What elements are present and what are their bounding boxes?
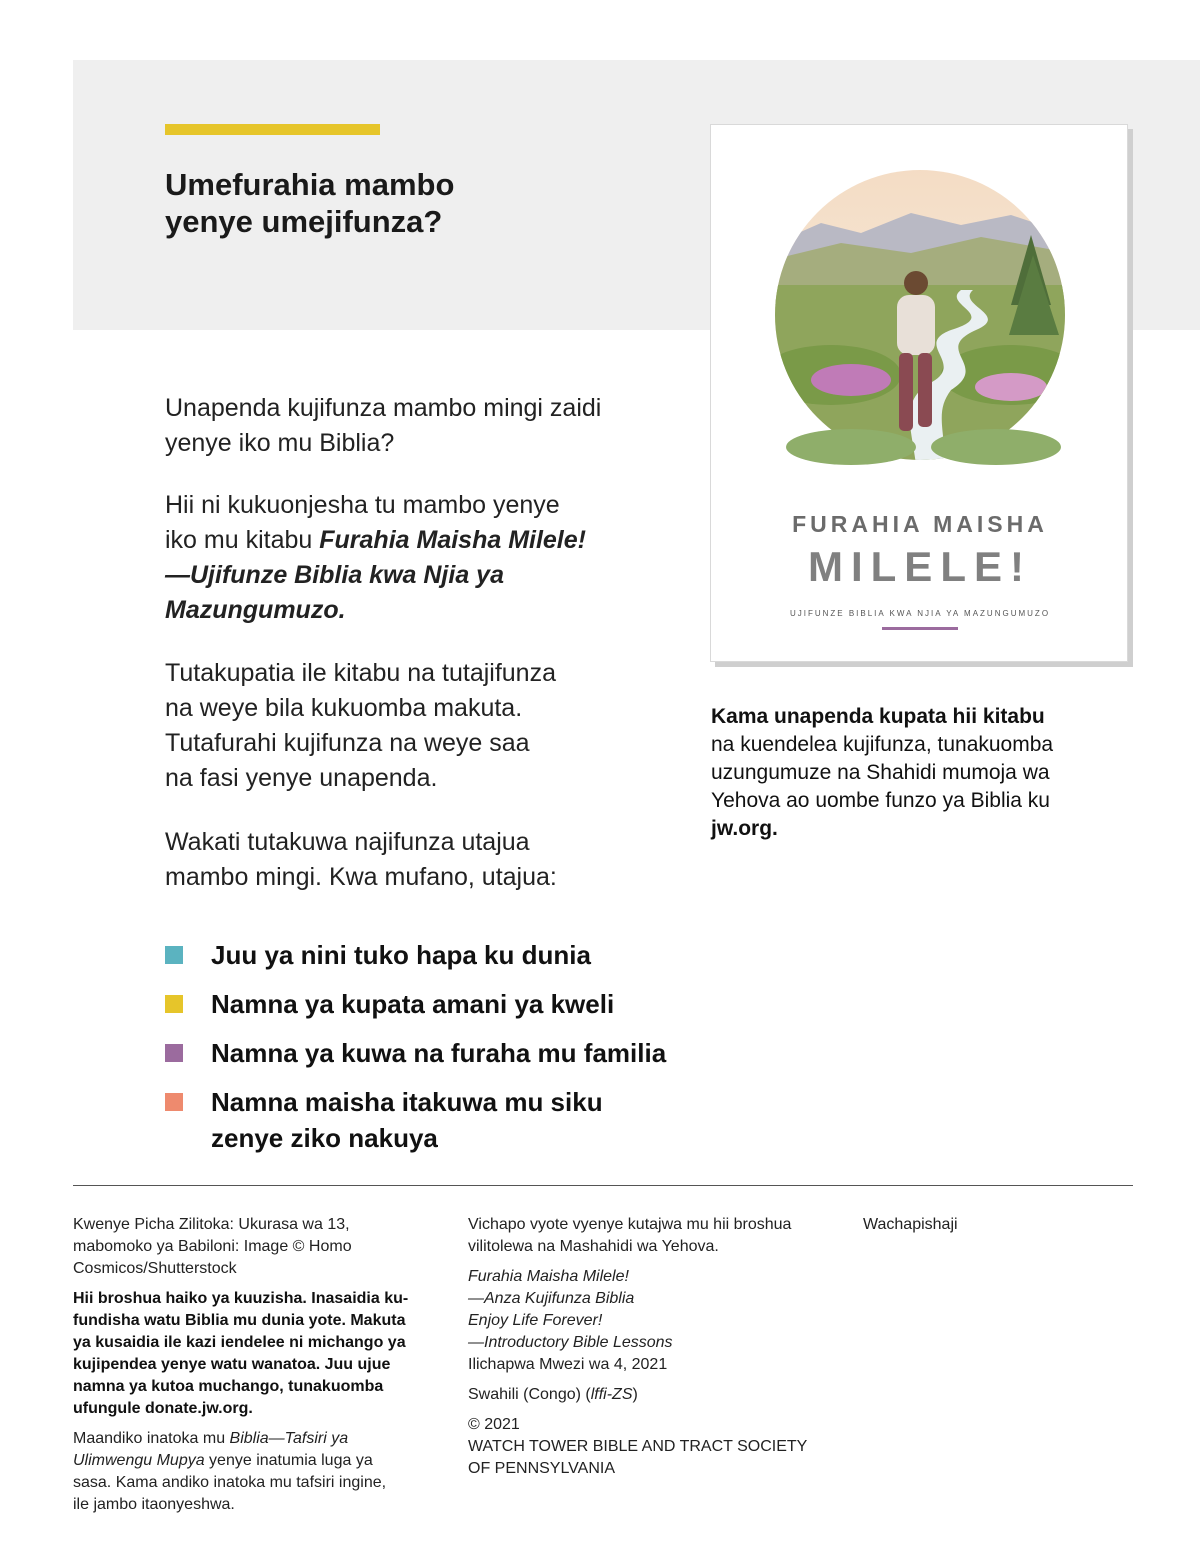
edition-title: —Anza Kujifunza Biblia bbox=[468, 1290, 635, 1307]
list-item bbox=[165, 986, 725, 1022]
book-cover bbox=[710, 124, 1128, 662]
edition-title: Furahia Maisha Milele! bbox=[468, 1268, 629, 1285]
donation-note bbox=[73, 1288, 433, 1420]
scripture-note bbox=[73, 1428, 433, 1516]
language-info bbox=[468, 1384, 838, 1406]
footer-divider bbox=[73, 1185, 1133, 1186]
caption-line2: na kuendelea kujifunza, tunakuomba bbox=[711, 733, 1054, 756]
p1-line2: yenye iko mu Biblia? bbox=[165, 429, 395, 457]
picture-credit bbox=[73, 1214, 433, 1280]
list-item bbox=[165, 1035, 725, 1071]
caption-line4: Yehova ao uombe funzo ya Biblia ku bbox=[711, 789, 1050, 812]
page-title bbox=[165, 166, 625, 240]
language-code: lffi-ZS bbox=[590, 1386, 633, 1403]
p3-line2: na weye bila kukuomba makuta. bbox=[165, 694, 523, 722]
cover-title-line1: FURAHIA MAISHA bbox=[792, 511, 1048, 537]
scripture-line: sasa. Kama andiko inatoka mu tafsiri ingine, bbox=[73, 1474, 387, 1491]
scripture-line: Maandiko inatoka mu bbox=[73, 1430, 230, 1447]
orange-square-bullet bbox=[165, 1093, 183, 1111]
list-item-text: Juu ya nini tuko hapa ku dunia bbox=[211, 940, 591, 970]
p3-line3: Tutafurahi kujifunza na weye saa bbox=[165, 729, 530, 757]
page-title-line1: Umefurahia mambo bbox=[165, 167, 455, 202]
donation-line: ufungule donate.jw.org. bbox=[73, 1400, 253, 1417]
page-title-line2: yenye umejifunza? bbox=[165, 204, 443, 239]
list-item-text-cont: zenye ziko nakuya bbox=[211, 1123, 438, 1153]
book-subtitle-line2: Mazungumuzo. bbox=[165, 596, 346, 624]
paragraph-4 bbox=[165, 825, 645, 895]
publisher-line: WATCH TOWER BIBLE AND TRACT SOCIETY bbox=[468, 1438, 808, 1455]
caption-line3: uzungumuze na Shahidi mumoja wa bbox=[711, 761, 1050, 784]
purple-square-bullet bbox=[165, 1044, 183, 1062]
list-item bbox=[165, 1084, 725, 1156]
list-item-text: Namna ya kuwa na furaha mu familia bbox=[211, 1038, 667, 1068]
jw-org-link[interactable]: jw.org. bbox=[711, 817, 778, 840]
publications-note bbox=[468, 1214, 838, 1258]
credit-line: Kwenye Picha Zilitoka: Ukurasa wa 13, bbox=[73, 1216, 350, 1233]
cover-caption bbox=[711, 703, 1111, 843]
donation-line: Hii broshua haiko ya kuuzisha. Inasaidia ku- bbox=[73, 1290, 409, 1307]
donation-line: fundisha watu Biblia mu dunia yote. Makuta bbox=[73, 1312, 406, 1329]
donation-line: kujipendea yenye watu wanatoa. Juu ujue bbox=[73, 1356, 391, 1373]
paragraph-1 bbox=[165, 391, 645, 461]
scripture-line: yenye inatumia luga ya bbox=[204, 1452, 373, 1469]
footer-column-3 bbox=[863, 1214, 1063, 1244]
publications-line: Vichapo vyote vyenye kutajwa mu hii broshua bbox=[468, 1216, 792, 1233]
p3-line4: na fasi yenye unapenda. bbox=[165, 764, 438, 792]
copyright-year: © 2021 bbox=[468, 1416, 520, 1433]
book-title: Furahia Maisha Milele! bbox=[319, 526, 586, 554]
scripture-line: ile jambo itaonyeshwa. bbox=[73, 1496, 235, 1513]
bible-title: Biblia—Tafsiri ya bbox=[229, 1430, 349, 1447]
donation-line: namna ya kutoa muchango, tunakuomba bbox=[73, 1378, 384, 1395]
edition-info bbox=[468, 1266, 838, 1376]
copyright-info bbox=[468, 1414, 838, 1480]
credit-line: mabomoko ya Babiloni: Image © Homo bbox=[73, 1238, 352, 1255]
edition-title: —Introductory Bible Lessons bbox=[468, 1334, 673, 1351]
p2-line1: Hii ni kukuonjesha tu mambo yenye bbox=[165, 491, 560, 519]
publisher-line: OF PENNSYLVANIA bbox=[468, 1460, 615, 1477]
cover-subtitle: UJIFUNZE BIBLIA KWA NJIA YA MAZUNGUMUZO bbox=[789, 609, 1051, 618]
paragraph-3 bbox=[165, 656, 645, 796]
cover-title-line2: MILELE! bbox=[808, 543, 1032, 590]
list-item bbox=[165, 937, 725, 973]
language-name: Swahili (Congo) ( bbox=[468, 1386, 591, 1403]
footer-column-2 bbox=[468, 1214, 838, 1488]
donation-line: ya kusaidia ile kazi iendelee ni michango ya bbox=[73, 1334, 406, 1351]
book-subtitle-line1: —Ujifunze Biblia kwa Njia ya bbox=[165, 561, 504, 589]
print-date: Ilichapwa Mwezi wa 4, 2021 bbox=[468, 1356, 668, 1373]
teal-square-bullet bbox=[165, 946, 183, 964]
bible-title-cont: Ulimwengu Mupya bbox=[73, 1452, 205, 1469]
p1-line1: Unapenda kujifunza mambo mingi zaidi bbox=[165, 394, 602, 422]
edition-title: Enjoy Life Forever! bbox=[468, 1312, 603, 1329]
publications-line: vilitolewa na Mashahidi wa Yehova. bbox=[468, 1238, 719, 1255]
cover-rule bbox=[882, 627, 958, 630]
accent-bar bbox=[165, 124, 380, 135]
credit-line: Cosmicos/Shutterstock bbox=[73, 1260, 237, 1277]
topics-list bbox=[165, 937, 725, 1169]
p4-line2: mambo mingi. Kwa mufano, utajua: bbox=[165, 863, 557, 891]
yellow-square-bullet bbox=[165, 995, 183, 1013]
p2-line2: iko mu kitabu bbox=[165, 526, 320, 554]
footer-column-1 bbox=[73, 1214, 433, 1524]
p3-line1: Tutakupatia ile kitabu na tutajifunza bbox=[165, 659, 556, 687]
list-item-text: Namna ya kupata amani ya kweli bbox=[211, 989, 615, 1019]
paragraph-2 bbox=[165, 488, 645, 628]
caption-bold: Kama unapenda kupata hii kitabu bbox=[711, 705, 1045, 728]
list-item-text: Namna maisha itakuwa mu siku bbox=[211, 1087, 603, 1117]
publishers-label: Wachapishaji bbox=[863, 1216, 958, 1233]
p4-line1: Wakati tutakuwa najifunza utajua bbox=[165, 828, 530, 856]
language-close: ) bbox=[632, 1386, 638, 1403]
